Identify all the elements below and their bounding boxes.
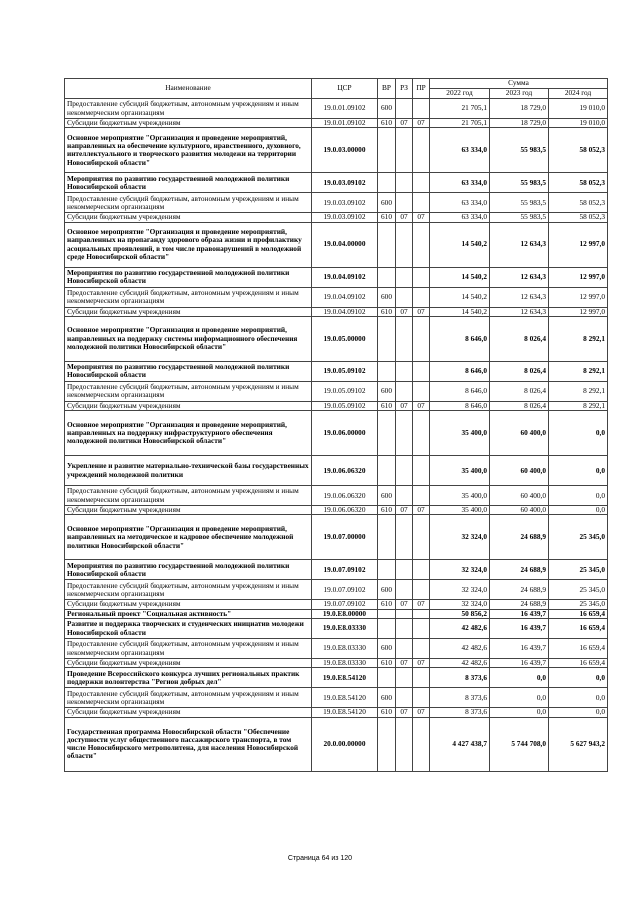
- cell-rz: 07: [396, 213, 413, 222]
- cell-pr: [413, 381, 430, 401]
- table-row: [65, 456, 608, 486]
- cell-y2023: 8 026,4: [490, 401, 549, 410]
- cell-y2024: 0,0: [549, 486, 608, 506]
- cell-csr: 19.0.03.09102: [312, 213, 378, 222]
- cell-csr: 19.0.03.09102: [312, 173, 378, 193]
- cell-y2024: 58 052,3: [549, 213, 608, 222]
- cell-y2023: 8 026,4: [490, 361, 549, 381]
- table-row: [65, 222, 608, 267]
- cell-name: Развитие и поддержка творческих и студенческих инициатив молодежи Новосибирской области: [65, 619, 312, 639]
- cell-y2024: 16 659,4: [549, 639, 608, 659]
- cell-y2024: 16 659,4: [549, 609, 608, 618]
- cell-rz: [396, 128, 413, 173]
- cell-y2023: 60 400,0: [490, 486, 549, 506]
- cell-pr: [413, 361, 430, 381]
- cell-csr: 19.0.01.09102: [312, 119, 378, 128]
- cell-y2023: 55 983,5: [490, 173, 549, 193]
- table-row: [65, 267, 608, 287]
- cell-pr: 07: [413, 708, 430, 717]
- cell-rz: [396, 287, 413, 307]
- cell-y2022: 42 482,6: [430, 659, 490, 668]
- cell-csr: 19.0.05.09102: [312, 361, 378, 381]
- cell-rz: [396, 99, 413, 119]
- table-row: [65, 193, 608, 213]
- table-row: [65, 173, 608, 193]
- cell-y2022: 32 324,0: [430, 580, 490, 600]
- cell-name: Предоставление субсидий бюджетным, автономным учреждениям и иным некоммерческим организациям: [65, 193, 312, 213]
- cell-vr: [378, 267, 396, 287]
- cell-y2023: 55 983,5: [490, 193, 549, 213]
- cell-vr: 600: [378, 486, 396, 506]
- cell-vr: 610: [378, 119, 396, 128]
- cell-rz: [396, 456, 413, 486]
- cell-y2023: 24 688,9: [490, 515, 549, 560]
- cell-name: Предоставление субсидий бюджетным, автономным учреждениям и иным некоммерческим организациям: [65, 580, 312, 600]
- cell-name: Предоставление субсидий бюджетным, автономным учреждениям и иным некоммерческим организациям: [65, 381, 312, 401]
- cell-pr: 07: [413, 659, 430, 668]
- cell-csr: 19.0.05.09102: [312, 401, 378, 410]
- cell-name: Мероприятия по развитию государственной молодежной политики Новосибирской области: [65, 267, 312, 287]
- table-row: [65, 708, 608, 717]
- cell-rz: 07: [396, 401, 413, 410]
- cell-y2024: 0,0: [549, 708, 608, 717]
- cell-y2024: 25 345,0: [549, 560, 608, 580]
- table-row: [65, 609, 608, 618]
- cell-name: Субсидии бюджетным учреждениям: [65, 506, 312, 515]
- cell-name: Мероприятия по развитию государственной молодежной политики Новосибирской области: [65, 173, 312, 193]
- cell-csr: 19.0.04.09102: [312, 287, 378, 307]
- cell-y2022: 8 646,0: [430, 401, 490, 410]
- table-row: [65, 411, 608, 456]
- cell-pr: [413, 99, 430, 119]
- cell-csr: 19.0.04.00000: [312, 222, 378, 267]
- header-2022: 2022 год: [430, 89, 490, 99]
- cell-pr: [413, 515, 430, 560]
- cell-name: Предоставление субсидий бюджетным, автономным учреждениям и иным некоммерческим организациям: [65, 486, 312, 506]
- header-2023: 2023 год: [490, 89, 549, 99]
- cell-name: Предоставление субсидий бюджетным, автономным учреждениям и иным некоммерческим организациям: [65, 639, 312, 659]
- cell-pr: [413, 580, 430, 600]
- cell-y2024: 19 010,0: [549, 99, 608, 119]
- cell-y2023: 12 634,3: [490, 307, 549, 316]
- cell-vr: [378, 668, 396, 688]
- cell-pr: [413, 456, 430, 486]
- table-row: [65, 128, 608, 173]
- cell-y2022: 35 400,0: [430, 411, 490, 456]
- cell-y2023: 8 026,4: [490, 316, 549, 361]
- cell-y2024: 16 659,4: [549, 659, 608, 668]
- cell-y2022: 42 482,6: [430, 639, 490, 659]
- cell-y2022: 21 705,1: [430, 99, 490, 119]
- cell-y2023: 16 439,7: [490, 609, 549, 618]
- cell-csr: 19.0.03.09102: [312, 193, 378, 213]
- cell-vr: 610: [378, 600, 396, 609]
- table-row: [65, 515, 608, 560]
- cell-y2023: 12 634,3: [490, 267, 549, 287]
- cell-y2022: 32 324,0: [430, 515, 490, 560]
- cell-pr: 07: [413, 307, 430, 316]
- cell-y2023: 16 439,7: [490, 619, 549, 639]
- cell-csr: 20.0.00.00000: [312, 717, 378, 771]
- cell-y2022: 50 856,2: [430, 609, 490, 618]
- cell-y2024: 25 345,0: [549, 600, 608, 609]
- cell-vr: 610: [378, 307, 396, 316]
- cell-pr: 07: [413, 506, 430, 515]
- cell-rz: [396, 668, 413, 688]
- cell-y2023: 8 026,4: [490, 381, 549, 401]
- table-row: [65, 401, 608, 410]
- table-row: [65, 119, 608, 128]
- cell-pr: 07: [413, 119, 430, 128]
- cell-y2022: 63 334,0: [430, 193, 490, 213]
- cell-y2024: 58 052,3: [549, 173, 608, 193]
- cell-name: Субсидии бюджетным учреждениям: [65, 600, 312, 609]
- cell-name: Мероприятия по развитию государственной молодежной политики Новосибирской области: [65, 361, 312, 381]
- table-row: [65, 99, 608, 119]
- cell-y2022: 4 427 438,7: [430, 717, 490, 771]
- table-body: [65, 99, 608, 772]
- cell-vr: 600: [378, 287, 396, 307]
- cell-vr: [378, 515, 396, 560]
- cell-name: Основное мероприятие "Организация и проведение мероприятий, направленных на обеспечение культурного, нравственного, духовного, интеллектуального и творческого развития молодежи на территории Новосибирской области": [65, 128, 312, 173]
- table-row: [65, 717, 608, 771]
- cell-y2024: 58 052,3: [549, 193, 608, 213]
- cell-vr: 600: [378, 99, 396, 119]
- cell-csr: 19.0.07.09102: [312, 600, 378, 609]
- cell-csr: 19.0.E8.00000: [312, 609, 378, 618]
- cell-csr: 19.0.04.09102: [312, 307, 378, 316]
- cell-csr: 19.0.01.09102: [312, 99, 378, 119]
- cell-y2023: 18 729,0: [490, 119, 549, 128]
- cell-vr: 610: [378, 401, 396, 410]
- table-row: [65, 307, 608, 316]
- cell-csr: 19.0.E8.54120: [312, 668, 378, 688]
- cell-y2024: 58 052,3: [549, 128, 608, 173]
- cell-y2022: 8 646,0: [430, 361, 490, 381]
- cell-name: Мероприятия по развитию государственной молодежной политики Новосибирской области: [65, 560, 312, 580]
- cell-csr: 19.0.06.06320: [312, 506, 378, 515]
- cell-name: Государственная программа Новосибирской области "Обеспечение доступности услуг общественного пассажирского транспорта, в том числе Новосибирского метрополитена, для населения Новосибирской области": [65, 717, 312, 771]
- cell-y2023: 0,0: [490, 708, 549, 717]
- cell-y2022: 35 400,0: [430, 486, 490, 506]
- cell-pr: [413, 173, 430, 193]
- cell-y2024: 12 997,0: [549, 222, 608, 267]
- cell-csr: 19.0.E8.03330: [312, 659, 378, 668]
- cell-rz: 07: [396, 506, 413, 515]
- cell-y2023: 16 439,7: [490, 639, 549, 659]
- header-2024: 2024 год: [549, 89, 608, 99]
- cell-vr: [378, 619, 396, 639]
- cell-y2023: 24 688,9: [490, 560, 549, 580]
- cell-y2024: 0,0: [549, 411, 608, 456]
- cell-rz: 07: [396, 119, 413, 128]
- cell-pr: [413, 287, 430, 307]
- cell-y2023: 12 634,3: [490, 222, 549, 267]
- cell-csr: 19.0.07.00000: [312, 515, 378, 560]
- cell-name: Субсидии бюджетным учреждениям: [65, 307, 312, 316]
- cell-name: Субсидии бюджетным учреждениям: [65, 401, 312, 410]
- cell-name: Основное мероприятие "Организация и проведение мероприятий, направленных на методическое и кадровое обеспечение молодежной политики Новосибирской области": [65, 515, 312, 560]
- cell-name: Субсидии бюджетным учреждениям: [65, 659, 312, 668]
- cell-y2022: 42 482,6: [430, 619, 490, 639]
- cell-csr: 19.0.07.09102: [312, 580, 378, 600]
- header-rz: РЗ: [396, 79, 413, 99]
- cell-name: Предоставление субсидий бюджетным, автономным учреждениям и иным некоммерческим организациям: [65, 287, 312, 307]
- cell-pr: [413, 688, 430, 708]
- cell-rz: [396, 267, 413, 287]
- table-row: [65, 619, 608, 639]
- cell-pr: [413, 639, 430, 659]
- cell-name: Предоставление субсидий бюджетным, автономным учреждениям и иным некоммерческим организациям: [65, 688, 312, 708]
- cell-pr: [413, 267, 430, 287]
- cell-pr: 07: [413, 401, 430, 410]
- cell-rz: [396, 381, 413, 401]
- cell-y2024: 12 997,0: [549, 307, 608, 316]
- cell-y2024: 8 292,1: [549, 401, 608, 410]
- cell-pr: 07: [413, 213, 430, 222]
- header-pr: ПР: [413, 79, 430, 99]
- cell-name: Региональный проект "Социальная активность": [65, 609, 312, 618]
- cell-y2022: 35 400,0: [430, 506, 490, 515]
- cell-vr: [378, 222, 396, 267]
- header-name: Наименование: [65, 79, 312, 99]
- cell-rz: [396, 486, 413, 506]
- cell-y2022: 35 400,0: [430, 456, 490, 486]
- cell-y2022: 63 334,0: [430, 213, 490, 222]
- header-csr: ЦСР: [312, 79, 378, 99]
- cell-csr: 19.0.05.09102: [312, 381, 378, 401]
- cell-vr: [378, 128, 396, 173]
- cell-pr: [413, 222, 430, 267]
- table-row: [65, 668, 608, 688]
- cell-y2022: 32 324,0: [430, 600, 490, 609]
- cell-vr: [378, 456, 396, 486]
- cell-vr: 610: [378, 659, 396, 668]
- cell-rz: [396, 688, 413, 708]
- cell-name: Основное мероприятие "Организация и проведение мероприятий, направленных на пропаганду здорового образа жизни и профилактику асоциальных проявлений, в том числе правонарушений в молодежной среде Новосибирской области": [65, 222, 312, 267]
- cell-y2024: 25 345,0: [549, 580, 608, 600]
- cell-name: Основное мероприятие "Организация и проведение мероприятий, направленных на поддержку инфраструктурного обеспечения молодежной политики Новосибирской области": [65, 411, 312, 456]
- cell-rz: [396, 316, 413, 361]
- cell-pr: [413, 609, 430, 618]
- header-vr: ВР: [378, 79, 396, 99]
- table-row: [65, 287, 608, 307]
- cell-y2024: 25 345,0: [549, 515, 608, 560]
- cell-vr: 600: [378, 688, 396, 708]
- cell-vr: 610: [378, 708, 396, 717]
- cell-y2023: 24 688,9: [490, 600, 549, 609]
- cell-y2022: 8 373,6: [430, 668, 490, 688]
- cell-y2023: 60 400,0: [490, 456, 549, 486]
- cell-pr: [413, 486, 430, 506]
- cell-pr: [413, 411, 430, 456]
- table-row: [65, 560, 608, 580]
- cell-rz: [396, 619, 413, 639]
- cell-vr: 610: [378, 213, 396, 222]
- cell-y2024: 8 292,1: [549, 381, 608, 401]
- cell-y2024: 19 010,0: [549, 119, 608, 128]
- cell-vr: [378, 717, 396, 771]
- cell-rz: [396, 515, 413, 560]
- cell-rz: [396, 717, 413, 771]
- cell-name: Субсидии бюджетным учреждениям: [65, 708, 312, 717]
- cell-rz: [396, 560, 413, 580]
- table-row: [65, 659, 608, 668]
- cell-y2022: 14 540,2: [430, 222, 490, 267]
- cell-y2024: 8 292,1: [549, 316, 608, 361]
- budget-table: [64, 78, 608, 772]
- cell-y2022: 14 540,2: [430, 287, 490, 307]
- cell-y2023: 12 634,3: [490, 287, 549, 307]
- cell-csr: 19.0.E8.03330: [312, 619, 378, 639]
- table-row: [65, 316, 608, 361]
- cell-name: Укрепление и развитие материально-технической базы государственных учреждений молодежной политики: [65, 456, 312, 486]
- cell-pr: [413, 560, 430, 580]
- cell-y2023: 16 439,7: [490, 659, 549, 668]
- table-row: [65, 381, 608, 401]
- cell-y2022: 14 540,2: [430, 267, 490, 287]
- cell-csr: 19.0.06.00000: [312, 411, 378, 456]
- cell-vr: 600: [378, 381, 396, 401]
- cell-y2023: 0,0: [490, 668, 549, 688]
- cell-y2022: 8 646,0: [430, 381, 490, 401]
- cell-csr: 19.0.07.09102: [312, 560, 378, 580]
- cell-y2024: 5 627 943,2: [549, 717, 608, 771]
- cell-y2024: 12 997,0: [549, 267, 608, 287]
- cell-y2022: 8 646,0: [430, 316, 490, 361]
- cell-csr: 19.0.E8.54120: [312, 688, 378, 708]
- cell-rz: [396, 173, 413, 193]
- cell-y2023: 60 400,0: [490, 411, 549, 456]
- cell-y2022: 8 373,6: [430, 688, 490, 708]
- cell-pr: [413, 619, 430, 639]
- cell-y2022: 14 540,2: [430, 307, 490, 316]
- cell-name: Основное мероприятие "Организация и проведение мероприятий, направленных на поддержку системы информационного обеспечения молодежной политики Новосибирской области": [65, 316, 312, 361]
- cell-csr: 19.0.06.06320: [312, 486, 378, 506]
- table-row: [65, 600, 608, 609]
- cell-name: Субсидии бюджетным учреждениям: [65, 213, 312, 222]
- cell-vr: [378, 316, 396, 361]
- cell-y2023: 24 688,9: [490, 580, 549, 600]
- cell-csr: 19.0.03.00000: [312, 128, 378, 173]
- cell-csr: 19.0.04.09102: [312, 267, 378, 287]
- cell-rz: [396, 193, 413, 213]
- page-number: Страница 64 из 120: [287, 855, 353, 862]
- table-row: [65, 688, 608, 708]
- cell-name: Проведение Всероссийского конкурса лучших региональных практик поддержки волонтерства "Регион добрых дел": [65, 668, 312, 688]
- cell-y2023: 60 400,0: [490, 506, 549, 515]
- cell-vr: 600: [378, 639, 396, 659]
- cell-y2024: 0,0: [549, 506, 608, 515]
- cell-rz: [396, 411, 413, 456]
- cell-y2022: 63 334,0: [430, 128, 490, 173]
- cell-csr: 19.0.E8.03330: [312, 639, 378, 659]
- cell-y2024: 12 997,0: [549, 287, 608, 307]
- table-row: [65, 506, 608, 515]
- cell-y2023: 55 983,5: [490, 128, 549, 173]
- cell-vr: 610: [378, 506, 396, 515]
- cell-y2024: 16 659,4: [549, 619, 608, 639]
- header-sum: Сумма: [430, 79, 608, 89]
- cell-y2022: 32 324,0: [430, 560, 490, 580]
- table-row: [65, 639, 608, 659]
- cell-y2022: 8 373,6: [430, 708, 490, 717]
- table-row: [65, 361, 608, 381]
- cell-y2024: 0,0: [549, 688, 608, 708]
- cell-y2023: 5 744 708,0: [490, 717, 549, 771]
- cell-pr: [413, 193, 430, 213]
- cell-pr: [413, 717, 430, 771]
- cell-name: Предоставление субсидий бюджетным, автономным учреждениям и иным некоммерческим организациям: [65, 99, 312, 119]
- cell-rz: [396, 361, 413, 381]
- cell-y2023: 55 983,5: [490, 213, 549, 222]
- cell-y2024: 0,0: [549, 668, 608, 688]
- cell-csr: 19.0.E8.54120: [312, 708, 378, 717]
- cell-y2024: 0,0: [549, 456, 608, 486]
- cell-vr: 600: [378, 580, 396, 600]
- cell-y2022: 21 705,1: [430, 119, 490, 128]
- cell-csr: 19.0.06.06320: [312, 456, 378, 486]
- cell-name: Субсидии бюджетным учреждениям: [65, 119, 312, 128]
- cell-vr: [378, 361, 396, 381]
- cell-rz: 07: [396, 600, 413, 609]
- cell-rz: [396, 609, 413, 618]
- cell-y2023: 0,0: [490, 688, 549, 708]
- table-row: [65, 213, 608, 222]
- cell-pr: 07: [413, 600, 430, 609]
- cell-pr: [413, 668, 430, 688]
- cell-vr: 600: [378, 193, 396, 213]
- cell-y2022: 63 334,0: [430, 173, 490, 193]
- cell-pr: [413, 128, 430, 173]
- cell-pr: [413, 316, 430, 361]
- cell-rz: [396, 639, 413, 659]
- cell-rz: 07: [396, 659, 413, 668]
- cell-vr: [378, 609, 396, 618]
- cell-rz: 07: [396, 307, 413, 316]
- cell-vr: [378, 411, 396, 456]
- table-row: [65, 486, 608, 506]
- cell-csr: 19.0.05.00000: [312, 316, 378, 361]
- cell-y2023: 18 729,0: [490, 99, 549, 119]
- cell-vr: [378, 560, 396, 580]
- cell-rz: [396, 580, 413, 600]
- table-row: [65, 580, 608, 600]
- cell-y2024: 8 292,1: [549, 361, 608, 381]
- cell-rz: [396, 222, 413, 267]
- cell-rz: 07: [396, 708, 413, 717]
- cell-vr: [378, 173, 396, 193]
